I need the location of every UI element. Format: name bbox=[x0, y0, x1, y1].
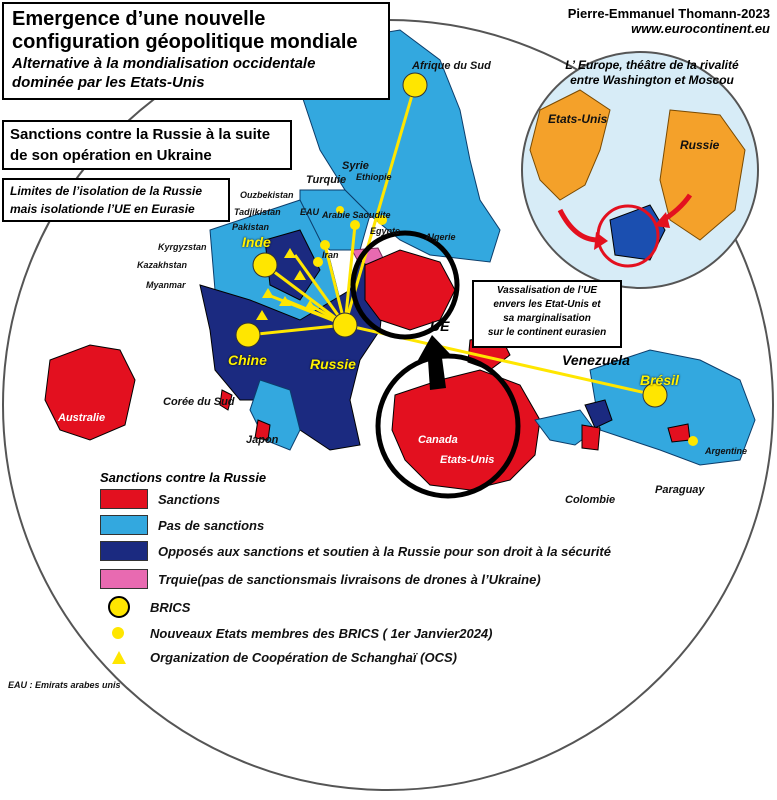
legend-label: Opposés aux sanctions et soutien à la Russie pour son droit à la sécurité bbox=[158, 543, 611, 559]
legend-label: BRICS bbox=[150, 599, 191, 615]
label-turquie: Turquie bbox=[306, 174, 347, 186]
legend-title: Sanctions contre la Russie bbox=[100, 470, 267, 485]
sanctions-line2: de son opération en Ukraine bbox=[10, 147, 212, 164]
author: Pierre-Emmanuel Thomann-2023 bbox=[567, 6, 770, 21]
label-coree-du-sud: Corée du Sud bbox=[163, 396, 235, 408]
legend-label: Organization de Coopération de Schanghaï (OCS) bbox=[150, 649, 457, 665]
limits-line1: Limites de l’isolation de la Russie bbox=[10, 184, 203, 198]
brics-dot-icon bbox=[108, 596, 130, 618]
inset-title-line2: entre Washington et Moscou bbox=[570, 73, 734, 87]
vassal-line3: sa marginalisation bbox=[503, 313, 591, 324]
legend-swatch-darkblue bbox=[100, 541, 148, 561]
label-australie: Australie bbox=[58, 412, 106, 424]
vassal-line2: envers les Etat-Unis et bbox=[493, 299, 601, 310]
legend-item-brics bbox=[100, 596, 190, 618]
sanctions-line1: Sanctions contre la Russie à la suite bbox=[10, 126, 271, 143]
legend-label: Trquie(pas de sanctionsmais livraisons de drones à l’Ukraine) bbox=[158, 571, 541, 587]
legend-item-sanctions bbox=[100, 488, 220, 510]
label-algerie: Algerie bbox=[425, 232, 456, 242]
subtitle-line1: Alternative à la mondialisation occidentale bbox=[12, 55, 316, 72]
label-tadjikistan: Tadjikistan bbox=[234, 207, 281, 217]
legend-label: Sanctions bbox=[158, 491, 221, 507]
label-kazakhstan: Kazakhstan bbox=[137, 260, 188, 270]
label-syrie: Syrie bbox=[342, 160, 369, 172]
limits-box bbox=[2, 178, 230, 222]
vassal-line1: Vassalisation de l’UE bbox=[496, 285, 598, 296]
legend-item-turkey bbox=[100, 568, 541, 590]
title-line2: configuration géopolitique mondiale bbox=[12, 31, 358, 53]
credits bbox=[520, 6, 770, 36]
vassal-line4: sur le continent eurasien bbox=[487, 327, 607, 338]
colombia-region bbox=[582, 425, 600, 450]
label-ouzbekistan: Ouzbekistan bbox=[240, 190, 294, 200]
australia-region bbox=[45, 345, 135, 440]
legend-item-no-sanctions bbox=[100, 514, 264, 536]
inset-label-russia: Russie bbox=[680, 138, 720, 152]
label-inde: Inde bbox=[242, 234, 271, 250]
footnote: EAU : Emirats arabes unis bbox=[8, 680, 121, 690]
title-line1: Emergence d’une nouvelle bbox=[12, 8, 266, 30]
legend-label: Pas de sanctions bbox=[158, 517, 265, 533]
legend-swatch-lightblue bbox=[100, 515, 148, 535]
sco-triangle-icon bbox=[112, 651, 126, 664]
label-argentine: Argentine bbox=[705, 446, 748, 456]
inset-label-us: Etats-Unis bbox=[548, 112, 608, 126]
label-ethiopie: Ethiopie bbox=[356, 172, 392, 182]
label-afrique-du-sud: Afrique du Sud bbox=[412, 60, 491, 72]
legend-item-sco bbox=[100, 646, 457, 668]
label-venezuela: Venezuela bbox=[562, 352, 630, 368]
vassal-box bbox=[472, 280, 622, 348]
inset-title-line1: L’ Europe, théâtre de la rivalité bbox=[565, 58, 739, 72]
label-japon: Japon bbox=[246, 434, 279, 446]
label-canada: Canada bbox=[418, 434, 458, 446]
legend-swatch-red bbox=[100, 489, 148, 509]
legend-item-new-members bbox=[100, 622, 493, 644]
label-myanmar: Myanmar bbox=[146, 280, 186, 290]
legend-label: Nouveaux Etats membres des BRICS ( 1er Janvier2024) bbox=[150, 625, 493, 641]
label-eau: EAU bbox=[300, 207, 320, 217]
label-bresil: Brésil bbox=[640, 372, 679, 388]
label-iran: Iran bbox=[322, 250, 339, 260]
sanctions-box bbox=[2, 120, 292, 170]
label-arabie-saoudite: Arabie Saoudite bbox=[322, 210, 391, 220]
label-egypte: Egypte bbox=[370, 226, 401, 236]
label-pakistan: Pakistan bbox=[232, 222, 270, 232]
label-chine: Chine bbox=[228, 352, 267, 368]
title-box bbox=[2, 2, 390, 100]
label-kyrgyzstan: Kyrgyzstan bbox=[158, 242, 207, 252]
subtitle-line2: dominée par les Etats-Unis bbox=[12, 74, 205, 91]
label-colombie: Colombie bbox=[565, 494, 616, 506]
label-russie: Russie bbox=[310, 356, 356, 372]
label-ue: UE bbox=[430, 318, 450, 334]
legend-swatch-pink bbox=[100, 569, 148, 589]
label-paraguay: Paraguay bbox=[655, 484, 705, 496]
inset-title bbox=[552, 58, 752, 88]
legend-item-opposed bbox=[100, 540, 611, 562]
website-link[interactable]: www.eurocontinent.eu bbox=[631, 21, 770, 36]
limits-line2: mais isolationde l’UE en Eurasie bbox=[10, 202, 195, 216]
new-member-dot-icon bbox=[112, 627, 124, 639]
label-etats-unis: Etats-Unis bbox=[440, 454, 495, 466]
